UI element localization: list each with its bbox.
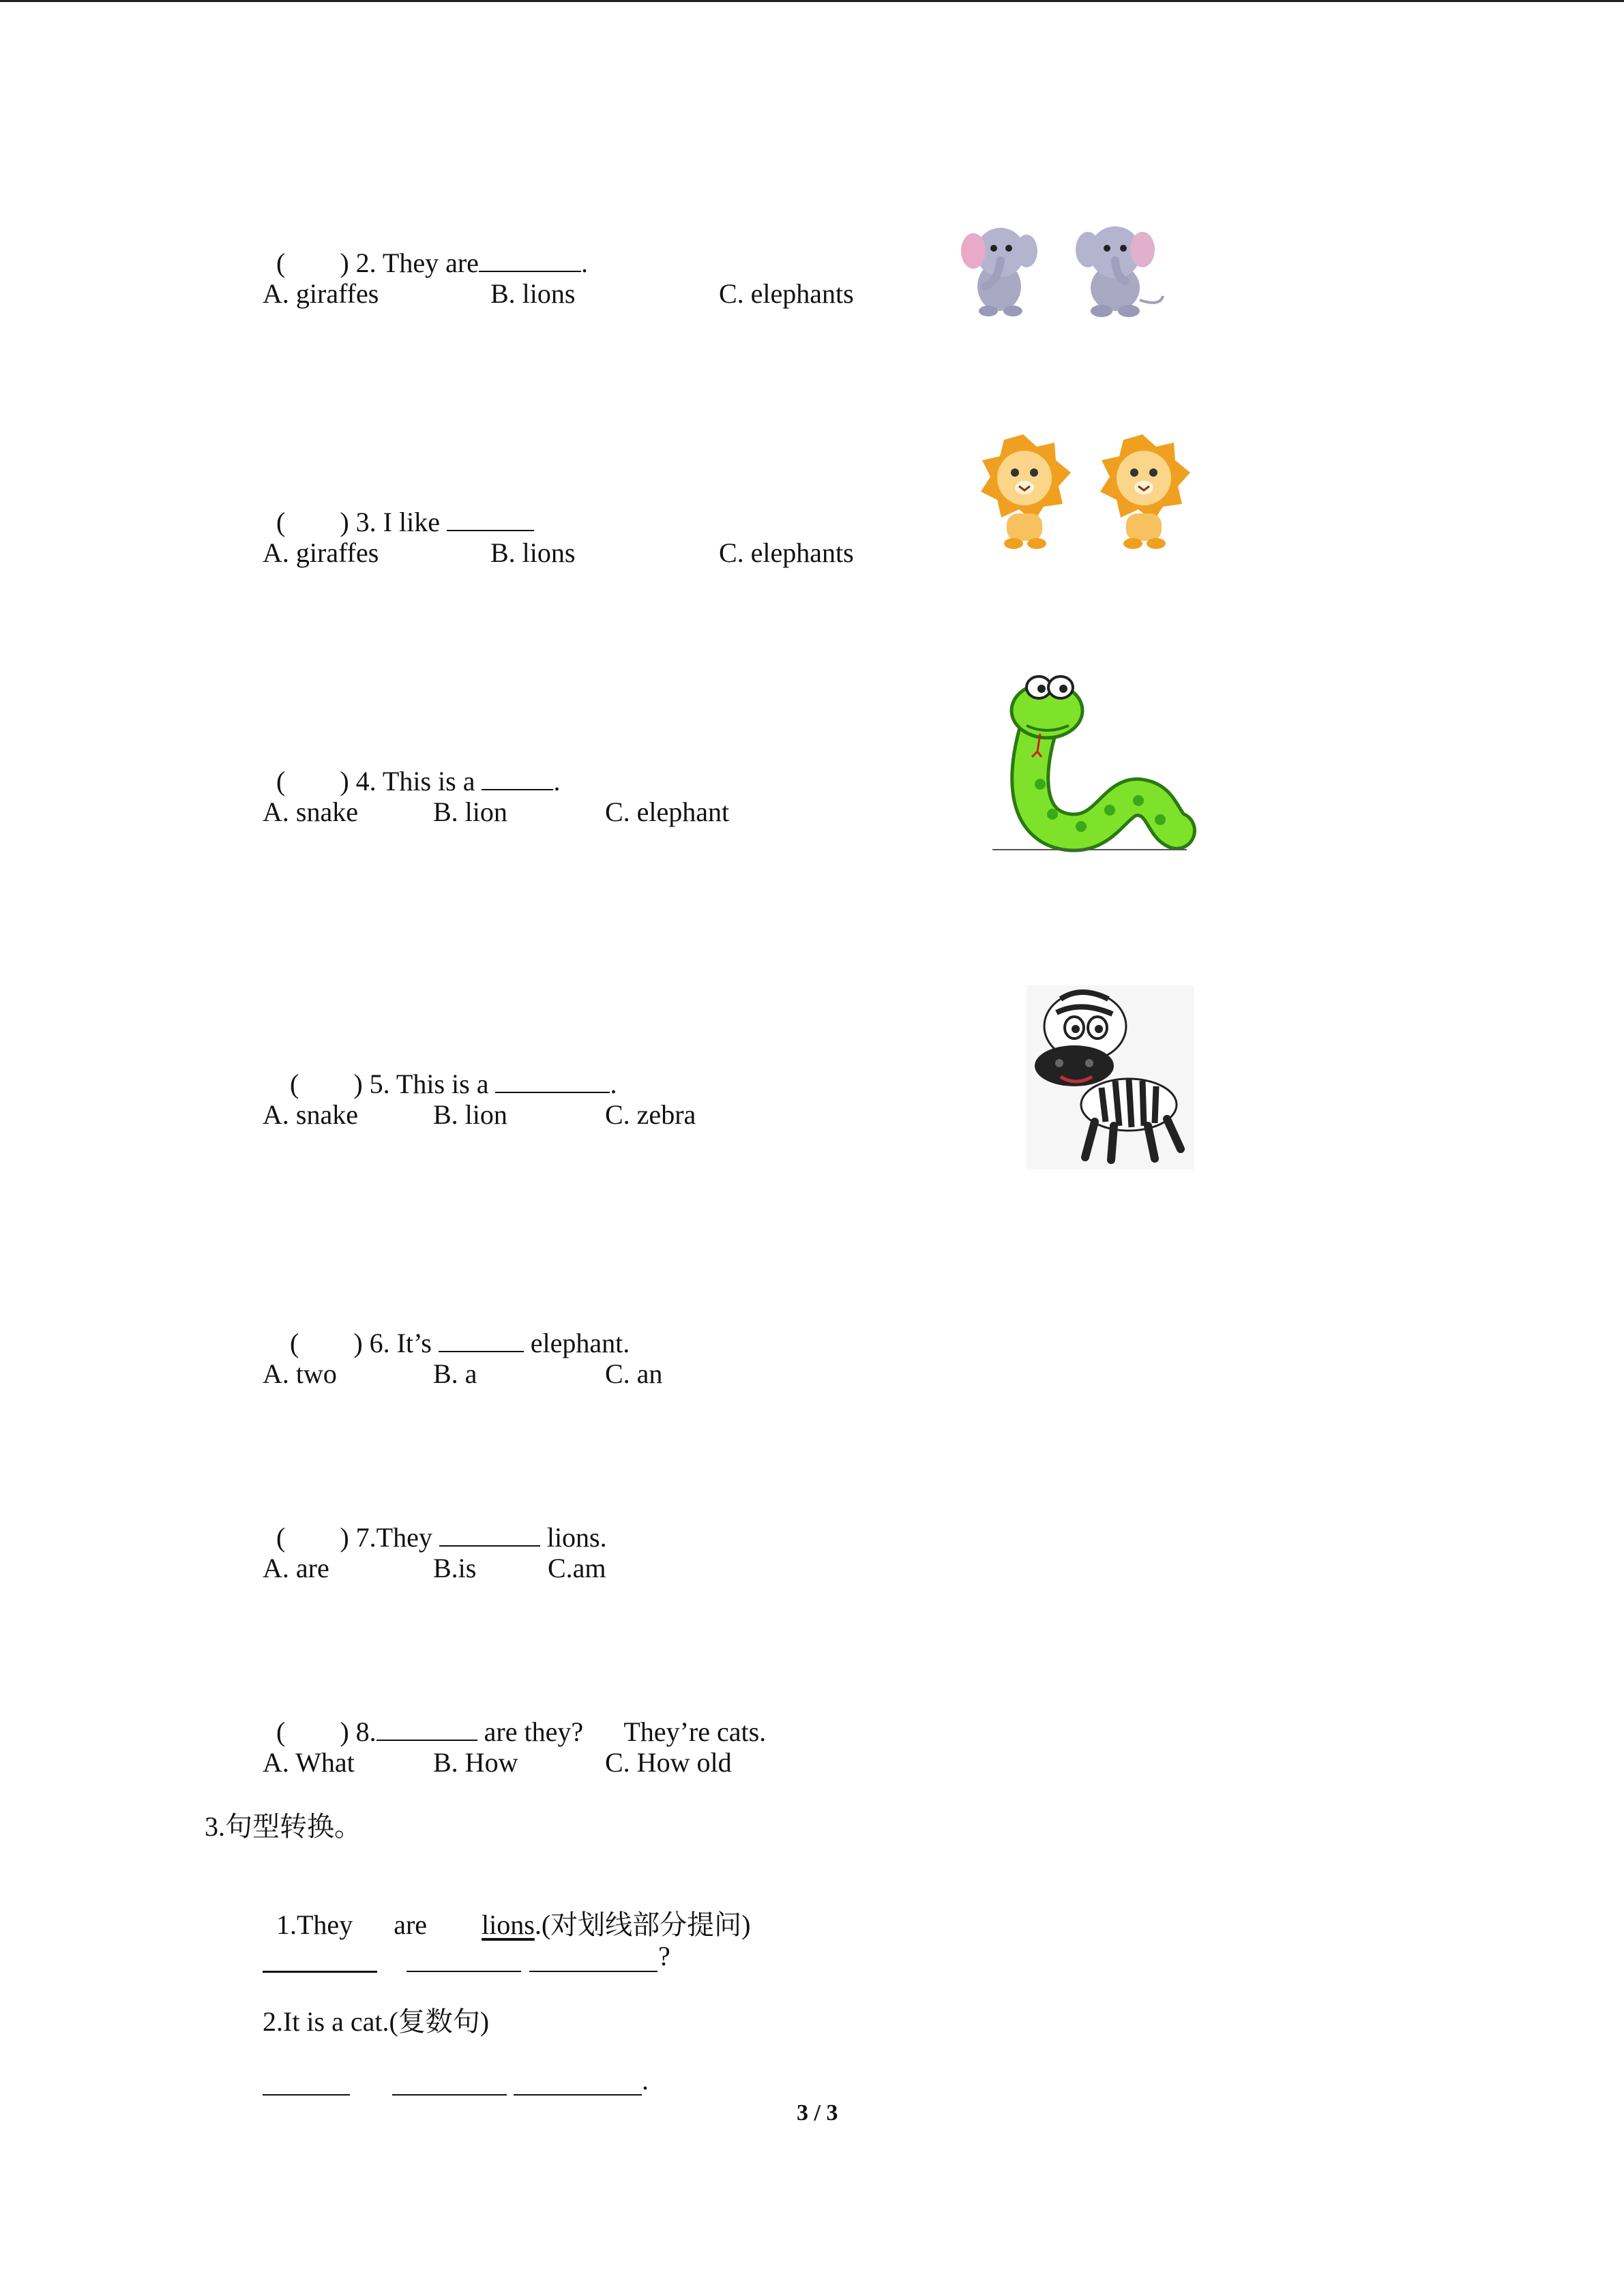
options-4-a: A. snake: [263, 796, 358, 827]
item-2-end: .: [642, 2065, 649, 2096]
answer-paren[interactable]: ( ): [276, 507, 349, 537]
lion-icon: [1100, 434, 1190, 549]
question-3: [263, 473, 534, 539]
page-number: 3 / 3: [797, 2100, 838, 2126]
question-6: [276, 1294, 630, 1360]
answer-blank[interactable]: [482, 764, 553, 790]
item-instruction: .(对划线部分提问): [534, 1909, 751, 1940]
question-stem: 3. I like: [355, 507, 440, 537]
question-tail: elephant.: [523, 1328, 630, 1358]
options-7-c: C.am: [548, 1553, 606, 1583]
options-7-b: B.is: [433, 1553, 477, 1583]
answer-paren[interactable]: ( ): [276, 1522, 349, 1553]
options-8-a: A. What: [263, 1747, 355, 1778]
answer-paren[interactable]: ( ): [290, 1328, 363, 1358]
transform-item-2: 2.It is a cat.(复数句): [263, 2006, 490, 2037]
elephants-picture: [958, 218, 1177, 320]
question-5: [276, 1034, 617, 1101]
answer-blank[interactable]: [447, 505, 534, 531]
question-tail: are they?: [477, 1716, 584, 1747]
options-3-a: A. giraffes: [263, 537, 379, 568]
elephant-icon: [961, 228, 1037, 316]
options-2-a: A. giraffes: [263, 278, 379, 309]
options-5-c: C. zebra: [605, 1099, 696, 1130]
question-tail: lions.: [540, 1522, 607, 1553]
answer-line[interactable]: [529, 1971, 658, 1972]
transform-item-1: [263, 1876, 750, 1941]
options-3-c: C. elephants: [719, 537, 854, 568]
question-tail: .: [580, 248, 588, 278]
answer-paren[interactable]: ( ): [290, 1069, 363, 1099]
underlined-word: lions: [482, 1909, 535, 1940]
options-7-a: A. are: [263, 1553, 329, 1583]
question-4: [263, 732, 560, 798]
question-response: They’re cats.: [623, 1716, 767, 1747]
answer-paren[interactable]: ( ): [276, 1716, 349, 1747]
options-3-b: B. lions: [490, 537, 576, 568]
question-tail: .: [553, 766, 561, 796]
options-8-b: B. How: [433, 1747, 518, 1778]
options-5-a: A. snake: [263, 1099, 358, 1130]
section-3-title: 3.句型转换。: [205, 1811, 361, 1842]
options-8-c: C. How old: [605, 1747, 732, 1778]
options-6-c: C. an: [605, 1358, 663, 1389]
question-8: [263, 1682, 766, 1748]
question-stem: 2. They are: [355, 248, 479, 278]
answer-line[interactable]: [392, 2094, 507, 2096]
options-5-b: B. lion: [433, 1099, 507, 1130]
snake-icon: [992, 668, 1197, 852]
answer-blank[interactable]: [495, 1067, 610, 1093]
item-word: 1.They: [276, 1909, 353, 1940]
question-stem: 8.: [355, 1716, 377, 1747]
answer-blank[interactable]: [479, 246, 581, 272]
lions-picture: [975, 433, 1200, 556]
item-1-end: ?: [658, 1941, 670, 1971]
options-6-a: A. two: [263, 1358, 337, 1389]
options-2-c: C. elephants: [719, 278, 854, 309]
item-word: are: [394, 1909, 428, 1940]
answer-blank[interactable]: [377, 1715, 477, 1741]
question-stem: 5. This is a: [369, 1069, 489, 1099]
elephant-icon: [1076, 226, 1163, 317]
answer-blank[interactable]: [439, 1326, 524, 1352]
question-2: [263, 213, 588, 280]
page-top-border: [0, 0, 1624, 2]
question-tail: .: [610, 1069, 617, 1099]
lion-icon: [981, 434, 1071, 549]
answer-line[interactable]: [263, 2094, 350, 2096]
options-4-c: C. elephant: [605, 796, 730, 827]
answer-blank[interactable]: [439, 1521, 540, 1547]
answer-paren[interactable]: ( ): [276, 766, 349, 796]
answer-line[interactable]: [407, 1971, 521, 1972]
options-6-b: B. a: [433, 1358, 477, 1389]
zebra-icon: [1027, 985, 1194, 1169]
options-2-b: B. lions: [490, 278, 576, 309]
answer-paren[interactable]: ( ): [276, 248, 349, 278]
question-stem: 4. This is a: [355, 766, 475, 796]
question-7: [263, 1488, 607, 1554]
question-stem: 6. It’s: [369, 1328, 432, 1358]
answer-line[interactable]: [263, 1971, 377, 1973]
question-stem: 7.They: [355, 1522, 432, 1553]
options-4-b: B. lion: [433, 796, 507, 827]
answer-line[interactable]: [514, 2094, 642, 2096]
